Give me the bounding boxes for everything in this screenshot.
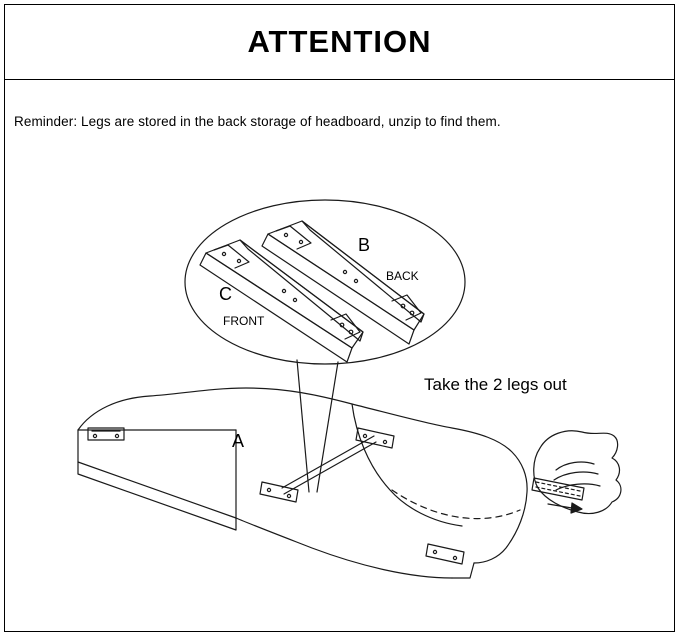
zoom-leader-right: [317, 362, 338, 492]
label-leg-c: C: [219, 284, 232, 304]
hand-zipper-detail: [532, 431, 621, 514]
zoom-bubble: [185, 200, 465, 364]
label-leg-b-side: BACK: [386, 269, 419, 283]
bracket-right-top: [356, 428, 394, 448]
label-leg-b: B: [358, 235, 371, 255]
bracket-right-bottom: [426, 544, 464, 564]
bracket-center: [260, 482, 298, 502]
label-leg-c-side: FRONT: [223, 314, 265, 328]
reminder-text: Reminder: Legs are stored in the back storage of headboard, unzip to find them.: [14, 114, 501, 129]
zoom-leader-left: [297, 360, 309, 492]
take-legs-callout: Take the 2 legs out: [424, 375, 567, 394]
label-bed-a: A: [232, 431, 245, 451]
page-title: ATTENTION: [247, 23, 432, 59]
